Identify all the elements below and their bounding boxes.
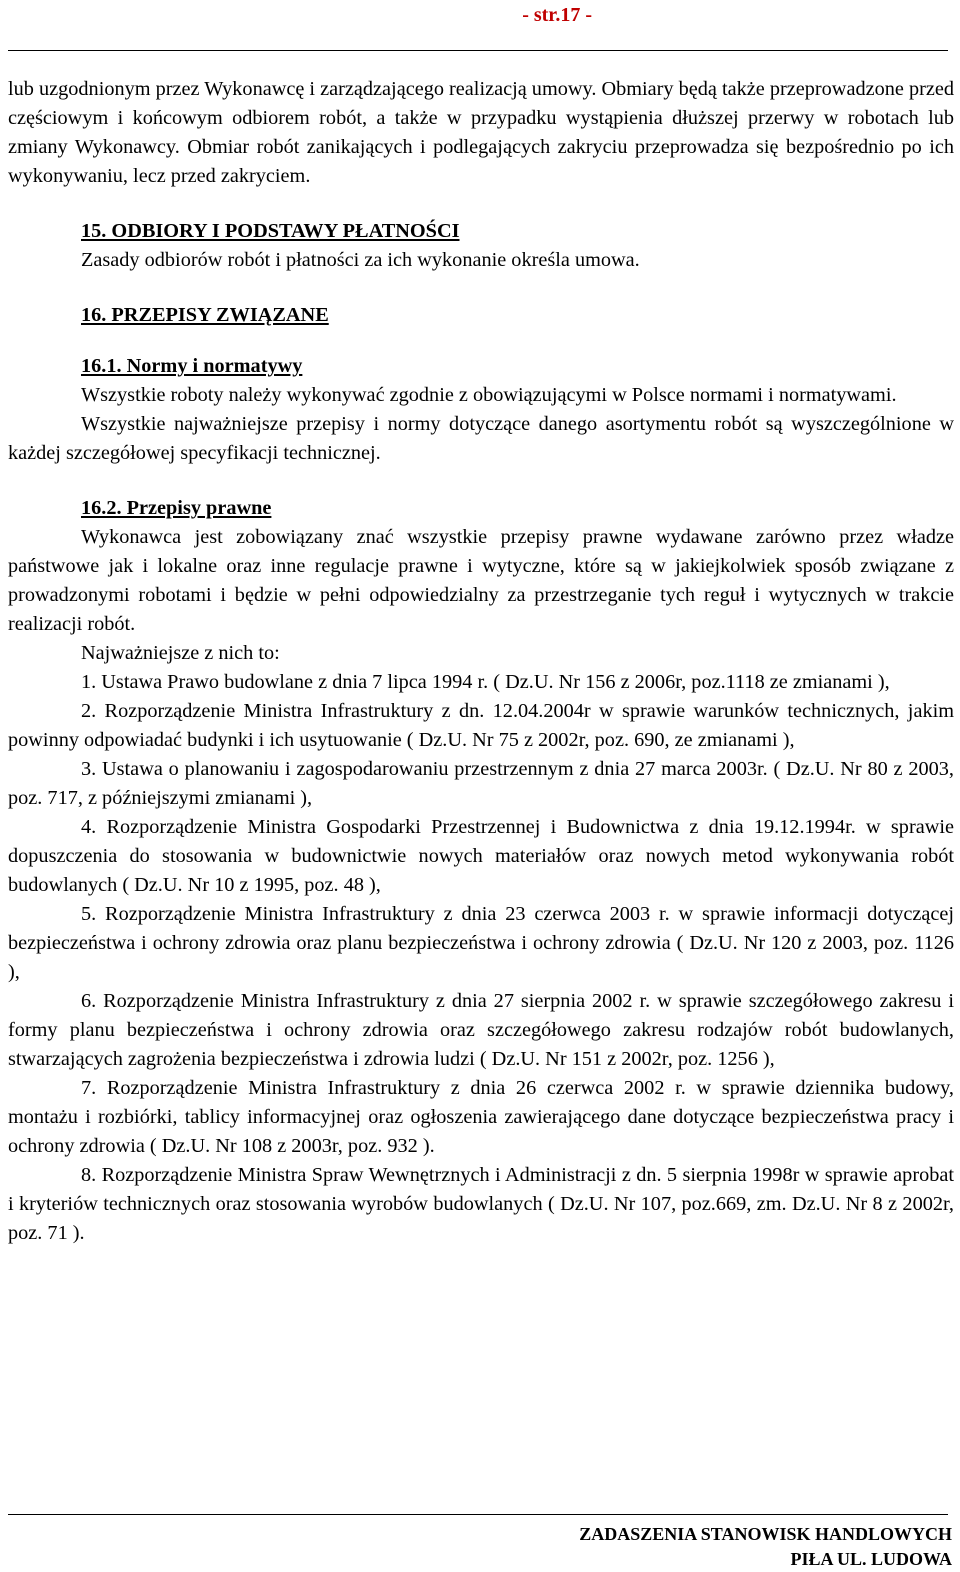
section-16-1-paragraph-2: Wszystkie najważniejsze przepisy i normy dotyczące danego asortymentu robót są wyszczególnione w każdej szczegółowej specyfikacji technicznej. (8, 413, 954, 464)
header-divider (8, 50, 948, 51)
page-number: - str.17 - (522, 4, 592, 26)
section-16-2 (8, 494, 954, 1248)
list-item: 5. Rozporządzenie Ministra Infrastruktury z dnia 23 czerwca 2003 r. w sprawie informacji dotyczącej bezpieczeństwa i ochrony zdrowia oraz planu bezpieczeństwa i ochrony zdrowia ( Dz.U. Nr 120 z 2003, poz. 1126 ), (8, 903, 954, 983)
section-16-2-paragraph: Wykonawca jest zobowiązany znać wszystkie przepisy prawne wydawane zarówno przez władze państwowe jak i lokalne oraz inne regulacje prawne i wytyczne, które są w jakiejkolwiek sposób związane z prowadzonymi robotami i będzie w pełni odpowiedzialny za przestrzeganie tych reguł i wytycznych w trakcie realizacji robót. (8, 526, 954, 635)
section-16 (8, 301, 954, 330)
list-item: 6. Rozporządzenie Ministra Infrastruktury z dnia 27 sierpnia 2002 r. w sprawie szczegółowego zakresu i formy planu bezpieczeństwa i ochrony zdrowia oraz szczegółowego zakresu rodzajów robót budowlanych, stwarzających zagrożenia bezpieczeństwa i zdrowia ludzi ( Dz.U. Nr 151 z 2002r, poz. 1256 ), (8, 990, 954, 1070)
list-item: 7. Rozporządzenie Ministra Infrastruktury z dnia 26 czerwca 2002 r. w sprawie dziennika budowy, montażu i rozbiórki, tablicy informacyjnej oraz ogłoszenia zawierającego dane dotyczące bezpieczeństwa pracy i ochrony zdrowia ( Dz.U. Nr 108 z 2003r, poz. 932 ). (8, 1077, 954, 1157)
footer-line-1: ZADASZENIA STANOWISK HANDLOWYCH (579, 1524, 952, 1544)
section-16-1-heading: 16.1. Normy i normatywy (81, 355, 303, 377)
list-item: 2. Rozporządzenie Ministra Infrastruktury z dn. 12.04.2004r w sprawie warunków technicznych, jakim powinny odpowiadać budynki i ich usytuowanie ( Dz.U. Nr 75 z 2002r, poz. 690, ze zmianami ), (8, 700, 954, 751)
footer-line-2: PIŁA UL. LUDOWA (790, 1549, 952, 1569)
section-16-heading: 16. PRZEPISY ZWIĄZANE (81, 304, 329, 326)
section-16-1 (8, 352, 954, 468)
list-intro: Najważniejsze z nich to: (81, 642, 280, 664)
section-15 (8, 217, 954, 275)
list-item: 8. Rozporządzenie Ministra Spraw Wewnętrznych i Administracji z dn. 5 sierpnia 1998r w sprawie aprobat i kryteriów technicznych oraz stosowania wyrobów budowlanych ( Dz.U. Nr 107, poz.669, zm. Dz.U. Nr 8 z 2002r, poz. 71 ). (8, 1164, 954, 1244)
section-16-2-heading: 16.2. Przepisy prawne (81, 497, 272, 519)
section-16-1-paragraph-1: Wszystkie roboty należy wykonywać zgodnie z obowiązującymi w Polsce normami i normatywami. (81, 384, 897, 406)
footer-divider (8, 1514, 948, 1515)
list-item: 4. Rozporządzenie Ministra Gospodarki Przestrzennej i Budownictwa z dnia 19.12.1994r. w sprawie dopuszczenia do stosowania w budownictwie nowych materiałów oraz nowych metod wykonywania robót budowlanych ( Dz.U. Nr 10 z 1995, poz. 48 ), (8, 816, 954, 896)
document-body (8, 75, 954, 1248)
list-item: 3. Ustawa o planowaniu i zagospodarowaniu przestrzennym z dnia 27 marca 2003r. ( Dz.U. Nr 80 z 2003, poz. 717, z późniejszymi zmianami ), (8, 758, 954, 809)
list-item: 1. Ustawa Prawo budowlane z dnia 7 lipca 1994 r. ( Dz.U. Nr 156 z 2006r, poz.1118 ze zmianami ), (81, 671, 890, 693)
page-footer (579, 1522, 952, 1572)
section-15-heading: 15. ODBIORY I PODSTAWY PŁATNOŚCI (81, 220, 460, 242)
section-15-text: Zasady odbiorów robót i płatności za ich wykonanie określa umowa. (81, 249, 640, 271)
intro-paragraph: lub uzgodnionym przez Wykonawcę i zarządzającego realizacją umowy. Obmiary będą także przeprowadzone przed częściowym i końcowym odbiorem robót, a także w przypadku wystąpienia dłuższej przerwy w robotach lub zmiany Wykonawcy. Obmiar robót zanikających i podlegających zakryciu przeprowadza się bezpośrednio po ich wykonywaniu, lecz przed zakryciem. (8, 78, 954, 187)
